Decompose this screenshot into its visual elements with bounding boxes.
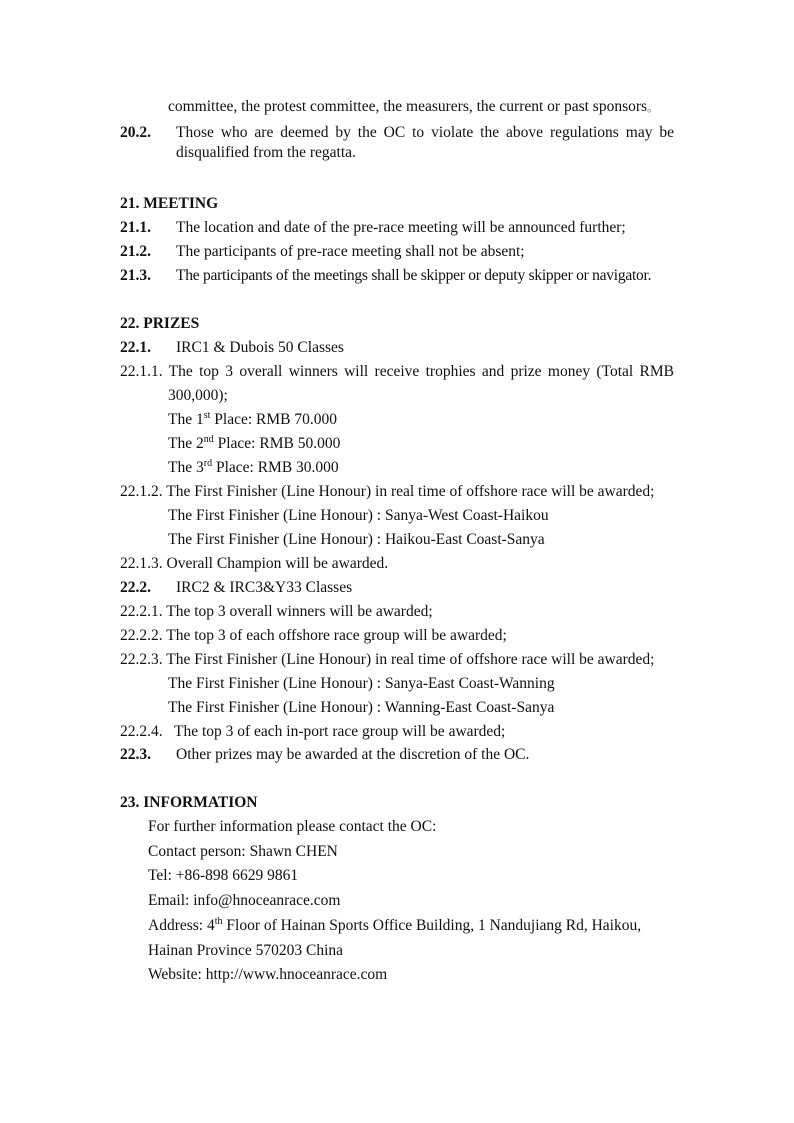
- section-heading: 21. MEETING: [120, 195, 219, 212]
- item-text: The participants of the meetings shall be skipper or deputy skipper or navigator.: [176, 267, 652, 284]
- item-text: 22.1.2. The First Finisher (Line Honour) in real time of offshore race will be awarded;: [120, 483, 655, 500]
- s20-cont-text: committee, the protest committee, the measurers, the current or past sponsors: [168, 98, 648, 115]
- item-text: 22.2.2. The top 3 of each offshore race group will be awarded;: [120, 627, 507, 644]
- item-text: 22.2.4. The top 3 of each in-port race group will be awarded;: [120, 723, 506, 740]
- item-text: 22.2.1. The top 3 overall winners will be awarded;: [120, 603, 433, 620]
- address-text: Address: 4: [148, 917, 215, 934]
- contact-email: Email: info@hnoceanrace.com: [148, 892, 341, 909]
- ordinal-sup: th: [214, 915, 223, 927]
- address-text: Floor of Hainan Sports Office Building, 1 Nandujiang Rd, Haikou,: [222, 917, 642, 934]
- ordinal-sup: nd: [203, 433, 214, 445]
- prize-third-place: [168, 458, 339, 478]
- prize-text: Place: RMB 70.000: [210, 411, 337, 428]
- prize-text: The 1: [168, 411, 204, 428]
- item-text-cont: The First Finisher (Line Honour) : Sanya-West Coast-Haikou: [168, 507, 549, 524]
- prize-text: The 3: [168, 459, 204, 476]
- item-text-cont: The First Finisher (Line Honour) : Wanning-East Coast-Sanya: [168, 699, 555, 716]
- prize-text: Place: RMB 30.000: [212, 459, 339, 476]
- item-number: 22.3.: [120, 746, 151, 763]
- prize-text: The 2: [168, 435, 204, 452]
- item-number: 21.2.: [120, 243, 151, 260]
- contact-person: Contact person: Shawn CHEN: [148, 843, 338, 860]
- item-number: 20.2.: [120, 124, 151, 141]
- item-text: IRC1 & Dubois 50 Classes: [176, 339, 344, 356]
- item-text: Other prizes may be awarded at the discretion of the OC.: [176, 746, 530, 763]
- item-text-cont: The First Finisher (Line Honour) : Haikou-East Coast-Sanya: [168, 531, 545, 548]
- section-heading: 22. PRIZES: [120, 315, 200, 332]
- item-text: The location and date of the pre-race meeting will be announced further;: [176, 219, 626, 236]
- ordinal-sup: st: [203, 409, 211, 421]
- item-text: Those who are deemed by the OC to violate the above regulations may be disqualified from the regatta.: [176, 124, 674, 161]
- item-text: 22.1.1. The top 3 overall winners will receive trophies and prize money (Total RMB: [120, 363, 674, 380]
- item-number: 21.1.: [120, 219, 151, 236]
- item-text-cont: 300,000);: [168, 387, 228, 404]
- ordinal-sup: rd: [203, 457, 213, 469]
- item-text-cont: The First Finisher (Line Honour) : Sanya-East Coast-Wanning: [168, 675, 555, 692]
- item-number: 21.3.: [120, 267, 151, 284]
- contact-address: [148, 916, 641, 936]
- section-heading: 23. INFORMATION: [120, 794, 258, 811]
- item-text: 22.1.3. Overall Champion will be awarded.: [120, 555, 389, 572]
- s20-cont-end: 。: [647, 102, 659, 114]
- s20-continuation: [168, 97, 658, 118]
- item-text: The participants of pre-race meeting shall not be absent;: [176, 243, 525, 260]
- item-text: 22.2.3. The First Finisher (Line Honour) in real time of offshore race will be awarded;: [120, 651, 655, 668]
- item-number: 22.1.: [120, 339, 151, 356]
- prize-text: Place: RMB 50.000: [213, 435, 341, 452]
- contact-tel: Tel: +86-898 6629 9861: [148, 867, 299, 884]
- item-text: IRC2 & IRC3&Y33 Classes: [176, 579, 353, 596]
- contact-website: Website: http://www.hnoceanrace.com: [148, 966, 388, 983]
- info-intro: For further information please contact the OC:: [148, 818, 437, 835]
- item-number: 22.2.: [120, 579, 151, 596]
- prize-second-place: [168, 434, 340, 454]
- prize-first-place: [168, 410, 337, 430]
- contact-address-cont: Hainan Province 570203 China: [148, 942, 344, 959]
